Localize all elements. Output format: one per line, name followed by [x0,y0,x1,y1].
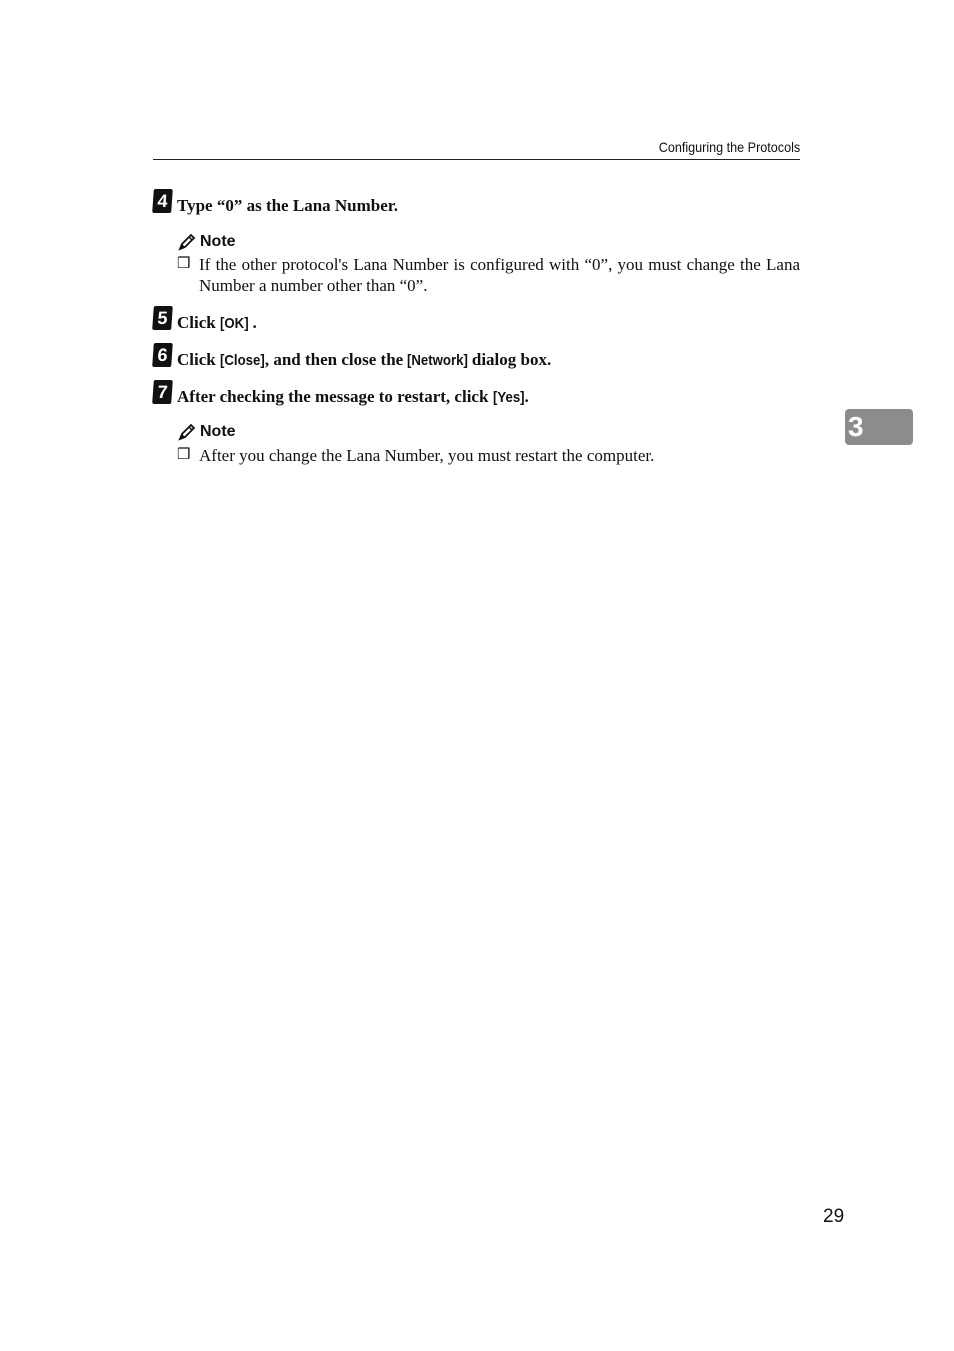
note-heading [177,231,236,253]
note-text: After you change the Lana Number, you must restart the computer. [199,446,655,465]
step-text-part: Click [177,313,220,332]
step-text-part: dialog box. [467,350,552,369]
note-heading [177,421,236,443]
step-text-part: After checking the message to restart, click [177,387,493,406]
note-item [177,254,800,296]
step-text [177,306,257,334]
page-number: 29 [823,1206,845,1227]
section-title: Configuring the Protocols [658,139,800,155]
step-text [177,380,529,408]
step-text-part: Type “0” as the Lana Number. [177,196,399,215]
note-label: Note [200,423,236,440]
step-text [177,189,398,216]
header-divider [153,159,800,160]
step-number: 4 [152,189,173,213]
pencil-icon [177,232,197,252]
ok-key-label: [OK] [219,315,249,332]
note-item [177,445,800,466]
step-text-part: . [252,313,257,332]
step-text [177,343,551,371]
step-4 [153,189,398,215]
chapter-tab: 3 [845,409,913,445]
step-number: 5 [152,306,173,330]
network-key-label: [Network] [407,352,469,369]
checkbox-bullet-icon: ❒ [177,256,191,272]
yes-key-label: [Yes] [492,389,525,406]
step-number: 6 [152,343,173,367]
step-5 [153,306,257,332]
note-label: Note [200,233,236,250]
step-number: 7 [152,380,173,404]
step-text-part: Click [177,350,220,369]
step-6 [153,343,551,369]
checkbox-bullet-icon: ❒ [177,447,191,463]
close-key-label: [Close] [219,352,265,369]
note-text: If the other protocol's Lana Number is configured with “0”, you must change the Lana Number a number other than “0”. [199,255,800,295]
step-7 [153,380,529,406]
step-text-part: , and then close the [264,350,408,369]
step-text-part: . [524,387,529,406]
pencil-icon [177,422,197,442]
